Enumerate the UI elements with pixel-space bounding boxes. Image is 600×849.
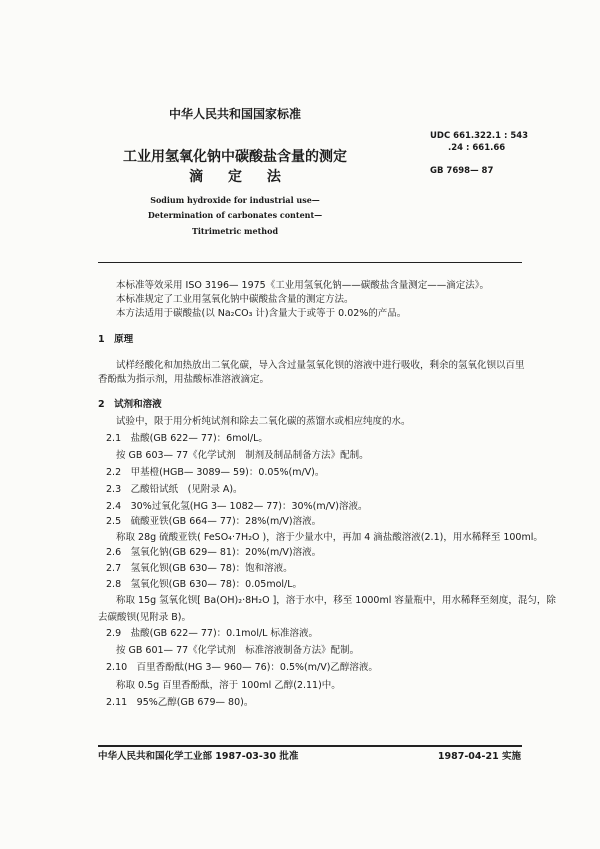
english-title-3: Titrimetric method <box>191 226 279 236</box>
effective-date: 1987-04-21 实施 <box>437 751 521 762</box>
reagent-line: 2.1 盐酸(GB 622— 77)：6mol/L。 <box>106 433 268 444</box>
reagent-line: 试验中，限于用分析纯试剂和除去二氧化碳的蒸馏水或相应纯度的水。 <box>116 416 411 427</box>
reagent-line: 2.5 硫酸亚铁(GB 664— 77)：28%(m/V)溶液。 <box>106 516 322 527</box>
section-2-heading: 2 试剂和溶液 <box>98 399 162 410</box>
reagent-line: 2.9 盐酸(GB 622— 77)：0.1mol/L 标准溶液。 <box>106 628 318 639</box>
section-1-heading: 1 原理 <box>98 334 134 345</box>
standard-org-heading: 中华人民共和国国家标准 <box>168 107 301 121</box>
reagent-line: 称取 15g 氢氧化钡[ Ba(OH)₂·8H₂O ]，溶于水中，移至 1000ml 容量瓶中，用水稀释至刻度，混匀，除 <box>116 595 556 606</box>
section-1-text: 香酚酞为指示剂，用盐酸标准溶液滴定。 <box>98 374 270 385</box>
reagent-line: 2.4 30%过氧化氢(HG 3— 1082— 77)：30%(m/V)溶液。 <box>106 501 368 512</box>
udc-code-1: UDC 661.322.1 : 543 <box>430 131 529 141</box>
intro-line: 本标准规定了工业用氢氧化钠中碳酸盐含量的测定方法。 <box>116 294 354 305</box>
reagent-line: 2.8 氢氧化钡(GB 630— 78)：0.05mol/L。 <box>106 579 303 590</box>
reagent-line: 2.6 氢氧化钠(GB 629— 81)：20%(m/V)溶液。 <box>106 547 322 558</box>
reagent-line: 2.2 甲基橙(HGB— 3089— 59)：0.05%(m/V)。 <box>106 467 325 478</box>
gb-number: GB 7698— 87 <box>430 166 494 176</box>
reagent-line: 2.3 乙酸铅试纸 (见附录 A)。 <box>106 484 243 495</box>
reagent-line: 2.10 百里香酚酞(HG 3— 960— 76)：0.5%(m/V)乙醇溶液。 <box>106 662 378 673</box>
reagent-line: 2.7 氢氧化钡(GB 630— 78)：饱和溶液。 <box>106 563 293 574</box>
reagent-line: 按 GB 601— 77《化学试剂 标准溶液制备方法》配制。 <box>116 645 360 656</box>
intro-line: 本方法适用于碳酸盐(以 Na₂CO₃ 计)含量大于或等于 0.02%的产品。 <box>116 308 407 319</box>
title-line-1: 工业用氢氧化钠中碳酸盐含量的测定 <box>123 149 347 165</box>
udc-code-2: .24 : 661.66 <box>448 143 506 153</box>
reagent-line: 去碳酸钡(见附录 B)。 <box>98 612 191 623</box>
footer-rule <box>98 745 522 747</box>
reagent-line: 称取 28g 硫酸亚铁( FeSO₄·7H₂O )，溶于少量水中，再加 4 滴盐酸溶液(2.1)，用水稀释至 100ml。 <box>116 532 543 543</box>
reagent-line: 按 GB 603— 77《化学试剂 制剂及制品制备方法》配制。 <box>116 450 369 461</box>
english-title-1: Sodium hydroxide for industrial use— <box>150 195 320 205</box>
section-1-text: 试样经酸化和加热放出二氧化碳，导入含过量氢氧化钡的溶液中进行吸收，剩余的氢氧化钡以百里 <box>116 360 525 371</box>
header-rule <box>98 262 522 263</box>
approval-date: 中华人民共和国化学工业部 1987-03-30 批准 <box>98 751 299 762</box>
intro-line: 本标准等效采用 ISO 3196— 1975《工业用氢氧化钠——碳酸盐含量测定——滴定法》。 <box>116 280 489 291</box>
english-title-2: Determination of carbonates content— <box>147 210 323 220</box>
reagent-line: 称取 0.5g 百里香酚酞，溶于 100ml 乙醇(2.11)中。 <box>116 680 341 691</box>
reagent-line: 2.11 95%乙醇(GB 679— 80)。 <box>106 697 254 708</box>
title-line-2: 滴 定 法 <box>189 169 281 185</box>
